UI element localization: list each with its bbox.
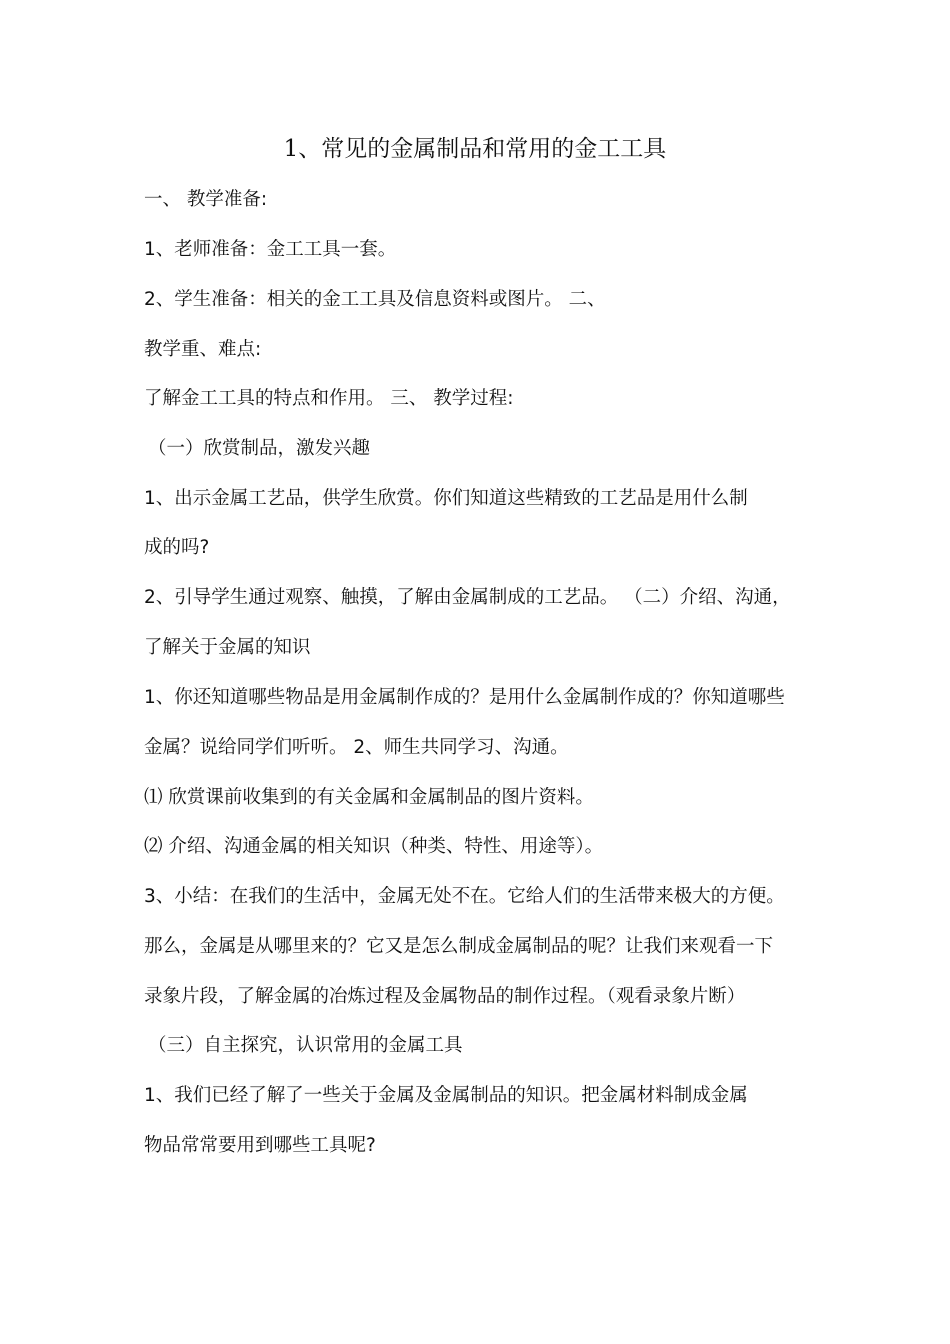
section-heading-key-points: 教学重、难点: <box>144 339 262 360</box>
document-title: 1、常见的金属制品和常用的金工工具 <box>283 136 667 162</box>
paragraph-line: 1、我们已经了解了一些关于金属及金属制品的知识。把金属材料制成金属 <box>144 1085 748 1106</box>
paragraph-line: 3、小结：在我们的生活中，金属无处不在。它给人们的生活带来极大的方便。 <box>144 886 785 907</box>
paragraph-line: 成的吗? <box>144 537 210 558</box>
paragraph-line: 1、出示金属工艺品，供学生欣赏。你们知道这些精致的工艺品是用什么制 <box>144 488 748 509</box>
section-heading-preparation: 一、 教学准备: <box>144 189 268 210</box>
paragraph-line: 那么，金属是从哪里来的？它又是怎么制成金属制品的呢？让我们来观看一下 <box>144 936 774 957</box>
paragraph-line: 金属？说给同学们听听。 2、师生共同学习、沟通。 <box>144 737 569 758</box>
paragraph-line: 1、你还知道哪些物品是用金属制作成的？是用什么金属制作成的？你知道哪些 <box>144 687 785 708</box>
paragraph-line: 录象片段，了解金属的冶炼过程及金属物品的制作过程。（观看录象片断） <box>144 986 746 1007</box>
list-item: ⑴ 欣赏课前收集到的有关金属和金属制品的图片资料。 <box>144 787 594 808</box>
paragraph-line: 了解金工工具的特点和作用。 三、 教学过程: <box>144 388 514 409</box>
paragraph-line: 物品常常要用到哪些工具呢? <box>144 1135 376 1156</box>
paragraph-line: 2、引导学生通过观察、触摸，了解由金属制成的工艺品。 （二）介绍、沟通， <box>144 587 791 608</box>
paragraph-line: 了解关于金属的知识 <box>144 637 311 658</box>
paragraph-line: 1、老师准备：金工工具一套。 <box>144 239 397 260</box>
paragraph-line: 2、学生准备：相关的金工工具及信息资料或图片。 二、 <box>144 289 606 310</box>
subsection-heading: （三）自主探究，认识常用的金属工具 <box>148 1035 463 1056</box>
subsection-heading: （一）欣赏制品，激发兴趣 <box>148 438 371 459</box>
list-item: ⑵ 介绍、沟通金属的相关知识（种类、特性、用途等）。 <box>144 836 604 857</box>
